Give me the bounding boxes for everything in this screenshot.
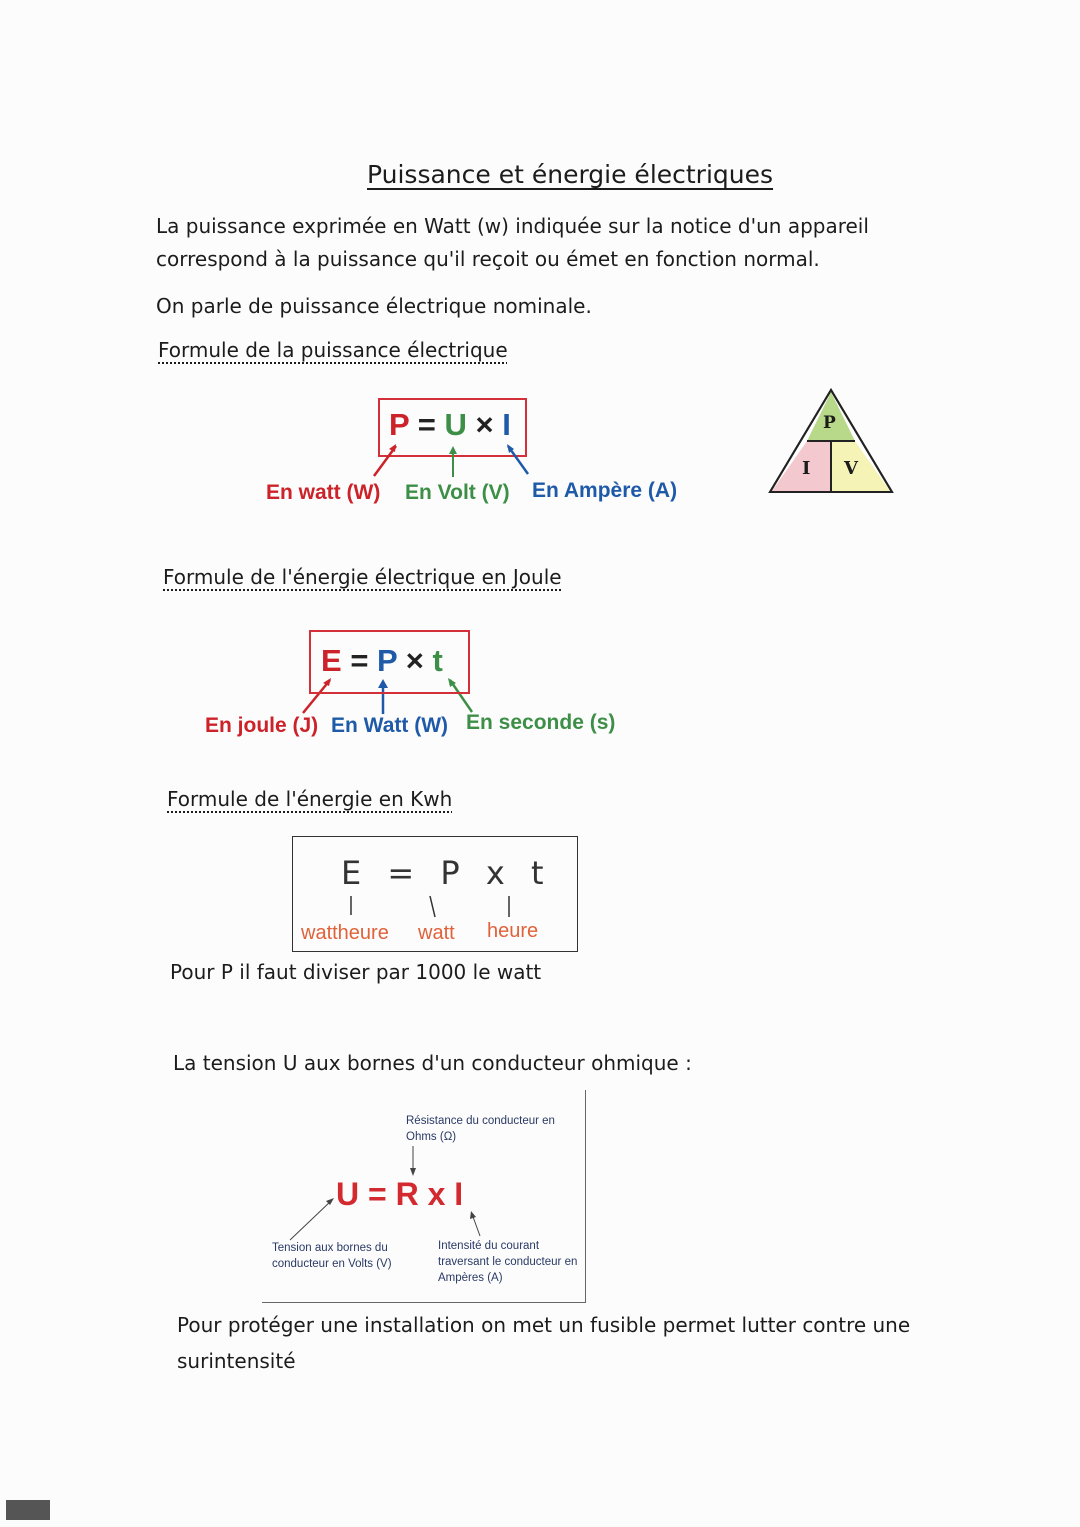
- label-joule: En joule (J): [205, 714, 319, 737]
- formula-p: P: [389, 407, 410, 442]
- kwh-formula: E = P x t: [341, 854, 552, 892]
- label-seconde: En seconde (s): [466, 711, 616, 734]
- label-volt: En Volt (V): [405, 481, 510, 504]
- label-watt: En watt (W): [266, 481, 381, 504]
- corner-mark: [6, 1500, 50, 1520]
- conclusion-line-1: Pour protéger une installation on met un fusible permet lutter contre une: [177, 1313, 911, 1337]
- formula-i: I: [502, 407, 511, 442]
- conclusion-line-2: surintensité: [177, 1349, 296, 1373]
- tension-heading: La tension U aux bornes d'un conducteur ohmique :: [173, 1051, 692, 1075]
- triangle-i: I: [802, 458, 811, 479]
- label-intensite: Intensité du courant traversant le conducteur en Ampères (A): [438, 1240, 578, 1284]
- label-heure: heure: [487, 920, 539, 942]
- label-watt: En Watt (W): [331, 714, 449, 737]
- power-heading: Formule de la puissance électrique: [158, 338, 508, 362]
- formula-e: E: [321, 643, 342, 678]
- label-wattheure: wattheure: [301, 922, 389, 944]
- tension-formula: U = R x I: [336, 1176, 464, 1212]
- formula-times: ×: [475, 407, 494, 442]
- joule-formula: [321, 643, 443, 679]
- kwh-heading: Formule de l'énergie en Kwh: [167, 787, 453, 811]
- formula-p: P: [377, 643, 398, 678]
- formula-eq: =: [350, 643, 369, 678]
- intro-line-3: On parle de puissance électrique nominale.: [156, 294, 592, 318]
- triangle-v: V: [844, 458, 858, 479]
- label-resistance: Résistance du conducteur en Ohms (Ω): [406, 1115, 555, 1143]
- label-tension: Tension aux bornes du conducteur en Volts (V): [272, 1242, 392, 1270]
- intro-line-1: La puissance exprimée en Watt (w) indiquée sur la notice d'un appareil: [156, 214, 869, 238]
- kwh-note: Pour P il faut diviser par 1000 le watt: [170, 960, 542, 984]
- label-watt: watt: [418, 922, 455, 944]
- triangle-p: P: [823, 413, 836, 433]
- formula-times: ×: [405, 643, 424, 678]
- formula-eq: =: [417, 407, 436, 442]
- joule-heading: Formule de l'énergie électrique en Joule: [163, 565, 562, 589]
- page-title: Puissance et énergie électriques: [367, 160, 774, 189]
- label-ampere: En Ampère (A): [532, 479, 678, 502]
- formula-t: t: [432, 643, 443, 678]
- formula-u: U: [444, 407, 467, 442]
- intro-line-2: correspond à la puissance qu'il reçoit ou émet en fonction normal.: [156, 247, 820, 271]
